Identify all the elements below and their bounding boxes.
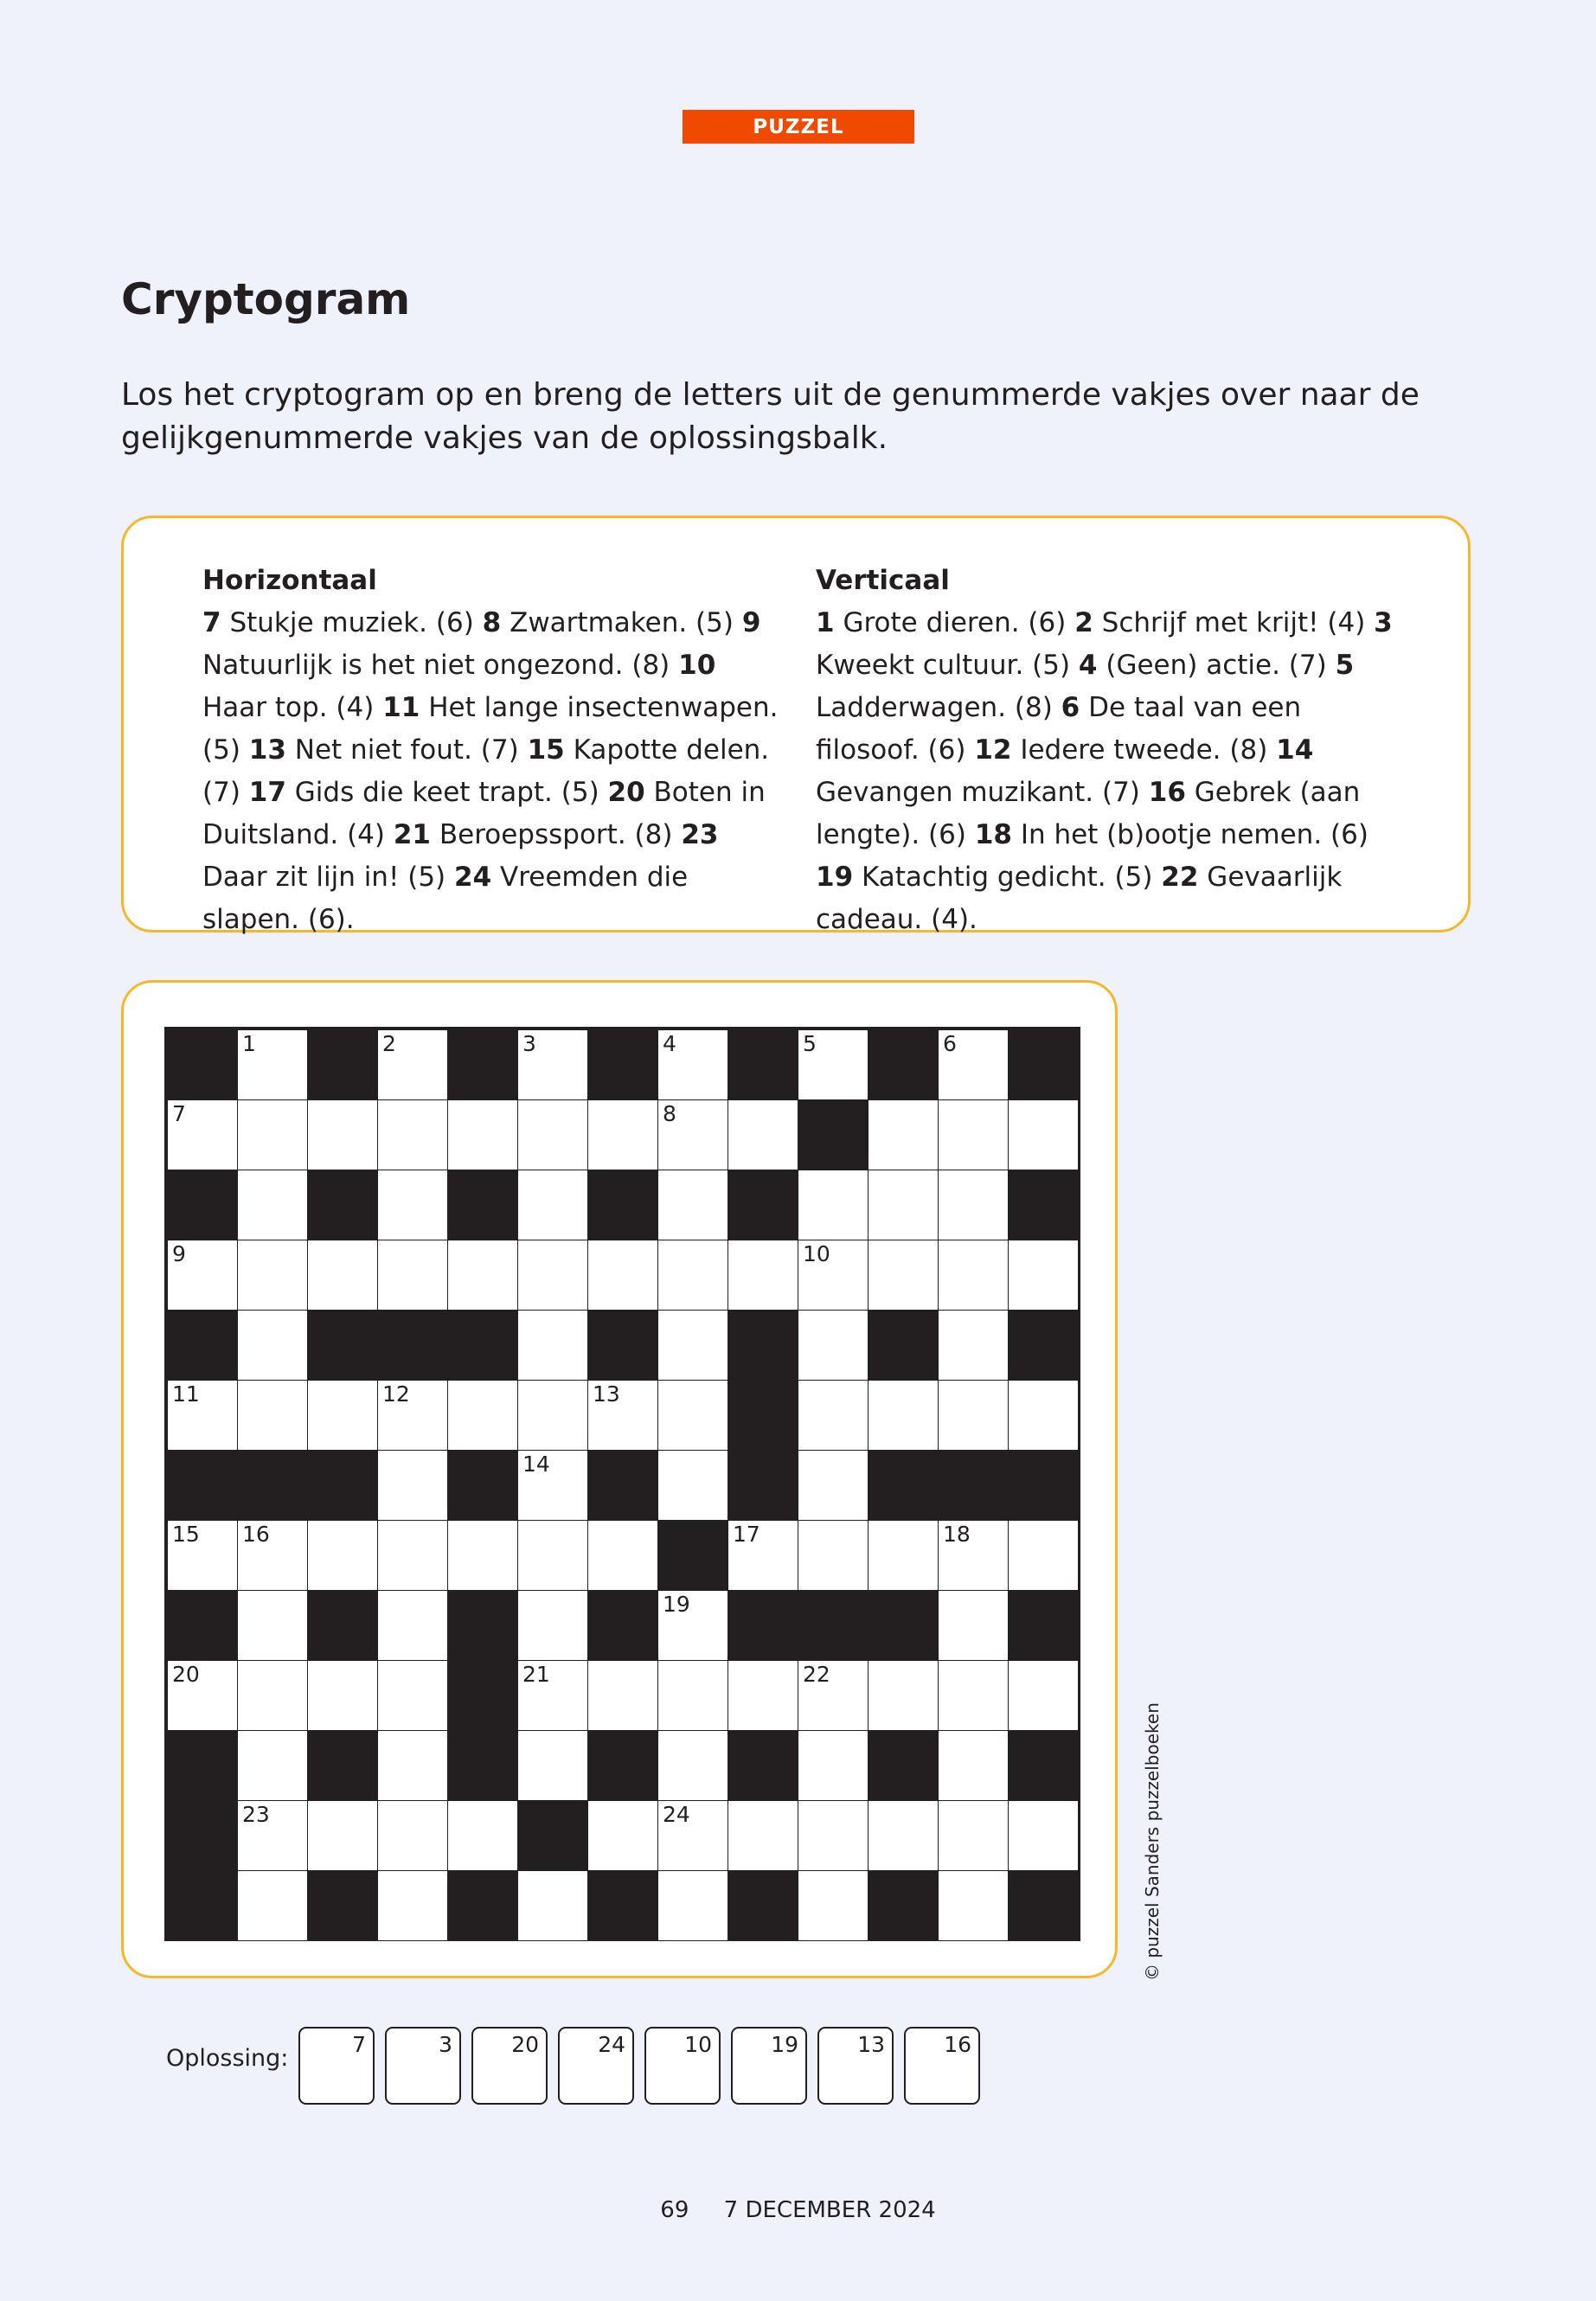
horizontal-heading: Horizontaal bbox=[202, 565, 377, 596]
grid-cell[interactable] bbox=[238, 1311, 307, 1380]
grid-block bbox=[1009, 1030, 1078, 1099]
page-number: 69 bbox=[660, 2197, 689, 2223]
grid-cell[interactable] bbox=[728, 1801, 798, 1870]
clue-text: Daar zit lijn in! (5) bbox=[202, 862, 446, 893]
clue-number: 3 bbox=[1374, 607, 1393, 638]
grid-cell[interactable] bbox=[798, 1451, 868, 1520]
grid-cell[interactable] bbox=[238, 1240, 307, 1310]
grid-cell[interactable] bbox=[798, 1381, 868, 1450]
grid-cell[interactable] bbox=[658, 1451, 727, 1520]
clue-text: De taal van een filosoof. (6) bbox=[816, 692, 1302, 766]
cell-number: 10 bbox=[803, 1241, 830, 1266]
clue-text: Kweekt cultuur. (5) bbox=[816, 650, 1071, 681]
grid-block bbox=[308, 1170, 377, 1240]
issue-date: 7 DECEMBER 2024 bbox=[723, 2197, 936, 2223]
grid-cell[interactable] bbox=[939, 1381, 1008, 1450]
grid-cell[interactable] bbox=[518, 1240, 587, 1310]
grid-cell[interactable] bbox=[308, 1381, 377, 1450]
grid-cell[interactable] bbox=[588, 1801, 657, 1870]
clue-text: (Geen) actie. (7) bbox=[1106, 650, 1327, 681]
grid-block bbox=[448, 1451, 517, 1520]
grid-cell[interactable] bbox=[869, 1381, 938, 1450]
clue-text: Het lange insectenwapen. (5) bbox=[202, 692, 779, 766]
cell-number: 7 bbox=[172, 1101, 186, 1126]
grid-cell[interactable] bbox=[308, 1240, 377, 1310]
grid-cell[interactable] bbox=[658, 1661, 727, 1730]
grid-cell[interactable] bbox=[728, 1661, 798, 1730]
cell-number: 16 bbox=[242, 1522, 270, 1547]
grid-cell[interactable] bbox=[238, 1521, 307, 1590]
cell-number: 4 bbox=[663, 1031, 676, 1056]
grid-block bbox=[448, 1661, 517, 1730]
clue-number: 10 bbox=[678, 650, 716, 681]
grid-cell[interactable] bbox=[588, 1661, 657, 1730]
grid-cell[interactable] bbox=[308, 1521, 377, 1590]
grid-cell[interactable] bbox=[308, 1100, 377, 1170]
cell-number: 24 bbox=[663, 1802, 690, 1827]
grid-cell[interactable] bbox=[308, 1801, 377, 1870]
grid-block bbox=[588, 1170, 657, 1240]
grid-cell[interactable] bbox=[939, 1311, 1008, 1380]
clue-text: Beroepssport. (8) bbox=[439, 819, 673, 850]
clue-text: Gids die keet trapt. (5) bbox=[294, 777, 599, 808]
grid-cell[interactable] bbox=[939, 1240, 1008, 1310]
grid-block bbox=[588, 1731, 657, 1800]
cell-number: 19 bbox=[663, 1592, 690, 1617]
grid-block bbox=[939, 1451, 1008, 1520]
grid-block bbox=[869, 1731, 938, 1800]
grid-cell[interactable] bbox=[798, 1661, 868, 1730]
grid-cell[interactable] bbox=[238, 1801, 307, 1870]
grid-cell[interactable] bbox=[238, 1100, 307, 1170]
grid-cell[interactable] bbox=[238, 1591, 307, 1660]
grid-cell[interactable] bbox=[588, 1521, 657, 1590]
grid-block bbox=[1009, 1451, 1078, 1520]
clue-number: 8 bbox=[482, 607, 502, 638]
vertical-heading: Verticaal bbox=[816, 565, 950, 596]
grid-block bbox=[869, 1030, 938, 1099]
grid-block bbox=[869, 1451, 938, 1520]
grid-cell[interactable] bbox=[378, 1240, 447, 1310]
grid-cell[interactable] bbox=[869, 1170, 938, 1240]
grid-cell[interactable] bbox=[378, 1801, 447, 1870]
grid-cell[interactable] bbox=[658, 1170, 727, 1240]
grid-cell[interactable] bbox=[728, 1521, 798, 1590]
grid-cell[interactable] bbox=[448, 1381, 517, 1450]
clue-text: Gebrek (aan lengte). (6) bbox=[816, 777, 1361, 850]
cell-number: 17 bbox=[733, 1522, 760, 1547]
grid-block bbox=[308, 1731, 377, 1800]
solution-box[interactable] bbox=[904, 2027, 980, 2105]
clue-horizontal-8 bbox=[483, 607, 734, 638]
clue-vertical-18 bbox=[975, 819, 1368, 850]
solution-box[interactable] bbox=[817, 2027, 894, 2105]
clue-text: Kapotte delen. (7) bbox=[202, 734, 770, 808]
cell-number: 1 bbox=[242, 1031, 256, 1056]
clue-vertical-2 bbox=[1074, 607, 1365, 638]
grid-block bbox=[728, 1030, 798, 1099]
grid-cell[interactable] bbox=[518, 1100, 587, 1170]
grid-cell[interactable] bbox=[939, 1801, 1008, 1870]
grid-cell[interactable] bbox=[1009, 1661, 1078, 1730]
clue-number: 23 bbox=[681, 819, 719, 850]
grid-cell[interactable] bbox=[798, 1030, 868, 1099]
grid-cell[interactable] bbox=[378, 1521, 447, 1590]
grid-block bbox=[168, 1871, 237, 1940]
grid-cell[interactable] bbox=[939, 1170, 1008, 1240]
grid-block bbox=[1009, 1731, 1078, 1800]
grid-block bbox=[658, 1521, 727, 1590]
cell-number: 3 bbox=[522, 1031, 536, 1056]
grid-block bbox=[308, 1451, 377, 1520]
grid-cell[interactable] bbox=[658, 1731, 727, 1800]
solution-label: Oplossing: bbox=[166, 2045, 289, 2072]
cell-number: 2 bbox=[382, 1031, 396, 1056]
grid-block bbox=[1009, 1311, 1078, 1380]
clue-number: 19 bbox=[816, 862, 854, 893]
grid-block bbox=[1009, 1591, 1078, 1660]
grid-cell[interactable] bbox=[658, 1801, 727, 1870]
clue-horizontal-13 bbox=[249, 734, 519, 766]
grid-cell[interactable] bbox=[939, 1100, 1008, 1170]
grid-block bbox=[448, 1030, 517, 1099]
clue-number: 9 bbox=[741, 607, 761, 638]
clue-number: 12 bbox=[974, 734, 1012, 766]
grid-cell[interactable] bbox=[378, 1731, 447, 1800]
grid-cell[interactable] bbox=[518, 1030, 587, 1099]
clue-panel bbox=[121, 516, 1471, 933]
solution-box-number: 3 bbox=[439, 2032, 452, 2057]
grid-block bbox=[588, 1591, 657, 1660]
grid-block bbox=[869, 1871, 938, 1940]
grid-cell[interactable] bbox=[728, 1100, 798, 1170]
grid-cell[interactable] bbox=[939, 1661, 1008, 1730]
grid-cell[interactable] bbox=[378, 1591, 447, 1660]
grid-cell[interactable] bbox=[448, 1801, 517, 1870]
clue-number: 24 bbox=[454, 862, 492, 893]
clue-text: Schrijf met krijt! (4) bbox=[1101, 607, 1366, 638]
clue-text: Iedere tweede. (8) bbox=[1020, 734, 1268, 766]
cell-number: 20 bbox=[172, 1662, 200, 1687]
solution-box-number: 20 bbox=[511, 2032, 539, 2057]
grid-cell[interactable] bbox=[658, 1100, 727, 1170]
grid-cell[interactable] bbox=[798, 1731, 868, 1800]
solution-box-number: 19 bbox=[771, 2032, 798, 2057]
clue-text: Haar top. (4) bbox=[202, 692, 375, 723]
grid-cell[interactable] bbox=[238, 1170, 307, 1240]
clue-text: Zwartmaken. (5) bbox=[510, 607, 734, 638]
cell-number: 13 bbox=[593, 1381, 620, 1407]
grid-cell[interactable] bbox=[518, 1311, 587, 1380]
puzzle-credit: © puzzel Sanders puzzelboeken bbox=[1142, 1702, 1163, 1981]
grid-cell[interactable] bbox=[168, 1100, 237, 1170]
cell-number: 22 bbox=[803, 1662, 830, 1687]
grid-cell[interactable] bbox=[238, 1731, 307, 1800]
grid-block bbox=[728, 1451, 798, 1520]
cell-number: 15 bbox=[172, 1522, 200, 1547]
horizontal-clues bbox=[202, 560, 784, 941]
clue-vertical-4 bbox=[1079, 650, 1327, 681]
grid-cell[interactable] bbox=[518, 1591, 587, 1660]
grid-cell[interactable] bbox=[658, 1240, 727, 1310]
cell-number: 8 bbox=[663, 1101, 676, 1126]
cell-number: 11 bbox=[172, 1381, 200, 1407]
solution-box[interactable] bbox=[471, 2027, 548, 2105]
solution-box-number: 24 bbox=[598, 2032, 625, 2057]
grid-block bbox=[378, 1311, 447, 1380]
clue-number: 21 bbox=[393, 819, 431, 850]
grid-cell[interactable] bbox=[308, 1661, 377, 1730]
solution-box-number: 13 bbox=[857, 2032, 885, 2057]
grid-cell[interactable] bbox=[238, 1871, 307, 1940]
clue-number: 6 bbox=[1061, 692, 1080, 723]
grid-cell[interactable] bbox=[658, 1311, 727, 1380]
grid-cell[interactable] bbox=[658, 1591, 727, 1660]
clue-vertical-12 bbox=[974, 734, 1267, 766]
clue-number: 15 bbox=[527, 734, 565, 766]
grid-cell[interactable] bbox=[939, 1521, 1008, 1590]
cell-number: 23 bbox=[242, 1802, 270, 1827]
clue-vertical-1 bbox=[816, 607, 1066, 638]
grid-cell[interactable] bbox=[518, 1731, 587, 1800]
grid-cell[interactable] bbox=[518, 1661, 587, 1730]
grid-block bbox=[238, 1451, 307, 1520]
grid-cell[interactable] bbox=[378, 1451, 447, 1520]
cell-number: 6 bbox=[943, 1031, 957, 1056]
clue-text: Gevaarlijk cadeau. (4). bbox=[816, 862, 1343, 935]
grid-cell[interactable] bbox=[1009, 1521, 1078, 1590]
grid-cell[interactable] bbox=[378, 1030, 447, 1099]
grid-cell[interactable] bbox=[798, 1311, 868, 1380]
clue-text: Stukje muziek. (6) bbox=[229, 607, 474, 638]
clue-number: 17 bbox=[248, 777, 286, 808]
grid-cell[interactable] bbox=[939, 1591, 1008, 1660]
grid-block bbox=[728, 1731, 798, 1800]
grid-cell[interactable] bbox=[798, 1170, 868, 1240]
grid-block bbox=[728, 1311, 798, 1380]
solution-box[interactable] bbox=[558, 2027, 634, 2105]
clue-number: 4 bbox=[1078, 650, 1098, 681]
grid-cell[interactable] bbox=[168, 1661, 237, 1730]
grid-cell[interactable] bbox=[1009, 1240, 1078, 1310]
grid-cell[interactable] bbox=[1009, 1381, 1078, 1450]
grid-cell[interactable] bbox=[588, 1240, 657, 1310]
clue-number: 5 bbox=[1335, 650, 1355, 681]
clue-number: 1 bbox=[816, 607, 835, 638]
grid-cell[interactable] bbox=[168, 1521, 237, 1590]
grid-cell[interactable] bbox=[518, 1170, 587, 1240]
solution-box[interactable] bbox=[644, 2027, 721, 2105]
grid-block bbox=[168, 1170, 237, 1240]
grid-cell[interactable] bbox=[588, 1100, 657, 1170]
grid-block bbox=[448, 1591, 517, 1660]
grid-block bbox=[869, 1591, 938, 1660]
grid-block bbox=[1009, 1170, 1078, 1240]
grid-block bbox=[728, 1170, 798, 1240]
grid-block bbox=[728, 1871, 798, 1940]
grid-block bbox=[728, 1381, 798, 1450]
grid-cell[interactable] bbox=[238, 1030, 307, 1099]
grid-block bbox=[448, 1871, 517, 1940]
grid-cell[interactable] bbox=[378, 1170, 447, 1240]
solution-box[interactable] bbox=[731, 2027, 807, 2105]
clue-horizontal-21 bbox=[394, 819, 673, 850]
clue-number: 2 bbox=[1074, 607, 1093, 638]
grid-cell[interactable] bbox=[658, 1381, 727, 1450]
grid-cell[interactable] bbox=[658, 1871, 727, 1940]
grid-block bbox=[448, 1311, 517, 1380]
grid-block bbox=[588, 1311, 657, 1380]
grid-cell[interactable] bbox=[518, 1451, 587, 1520]
clue-text: Vreemden die slapen. (6). bbox=[202, 862, 689, 935]
grid-block bbox=[168, 1591, 237, 1660]
clue-number: 13 bbox=[248, 734, 286, 766]
clue-text: Gevangen muzikant. (7) bbox=[816, 777, 1140, 808]
grid-cell[interactable] bbox=[238, 1381, 307, 1450]
grid-block bbox=[588, 1030, 657, 1099]
solution-box-number: 7 bbox=[352, 2032, 366, 2057]
page-footer bbox=[0, 2197, 1596, 2223]
clue-horizontal-17 bbox=[249, 777, 599, 808]
grid-cell[interactable] bbox=[728, 1240, 798, 1310]
cell-number: 18 bbox=[943, 1522, 971, 1547]
grid-cell[interactable] bbox=[798, 1801, 868, 1870]
grid-cell[interactable] bbox=[798, 1521, 868, 1590]
cell-number: 12 bbox=[382, 1381, 410, 1407]
clue-number: 16 bbox=[1148, 777, 1186, 808]
grid-block bbox=[798, 1591, 868, 1660]
vertical-clues bbox=[816, 560, 1397, 941]
horizontal-clue-list bbox=[202, 602, 784, 941]
grid-block bbox=[728, 1591, 798, 1660]
grid-cell[interactable] bbox=[1009, 1801, 1078, 1870]
grid-cell[interactable] bbox=[168, 1381, 237, 1450]
grid-cell[interactable] bbox=[518, 1521, 587, 1590]
grid-cell[interactable] bbox=[939, 1871, 1008, 1940]
clue-horizontal-7 bbox=[202, 607, 474, 638]
grid-block bbox=[308, 1871, 377, 1940]
grid-cell[interactable] bbox=[448, 1240, 517, 1310]
grid-block bbox=[168, 1731, 237, 1800]
grid-block bbox=[1009, 1871, 1078, 1940]
grid-cell[interactable] bbox=[518, 1871, 587, 1940]
grid-block bbox=[518, 1801, 587, 1870]
cell-number: 21 bbox=[522, 1662, 550, 1687]
grid-block bbox=[588, 1871, 657, 1940]
grid-block bbox=[308, 1030, 377, 1099]
intro-text: Los het cryptogram op en breng de letters uit de genummerde vakjes over naar de gelijkgenummerde vakjes van de oplossingsbalk. bbox=[121, 377, 1420, 456]
grid-cell[interactable] bbox=[168, 1240, 237, 1310]
grid-block bbox=[168, 1451, 237, 1520]
page-title: Cryptogram bbox=[121, 274, 411, 324]
cell-number: 14 bbox=[522, 1452, 550, 1477]
grid-cell[interactable] bbox=[798, 1871, 868, 1940]
vertical-clue-list bbox=[816, 602, 1397, 941]
grid-block bbox=[168, 1311, 237, 1380]
grid-block bbox=[869, 1311, 938, 1380]
clue-number: 18 bbox=[974, 819, 1012, 850]
crossword-grid bbox=[164, 1027, 1080, 1941]
solution-box[interactable] bbox=[298, 2027, 375, 2105]
cell-number: 5 bbox=[803, 1031, 817, 1056]
grid-block bbox=[448, 1170, 517, 1240]
clue-number: 20 bbox=[607, 777, 645, 808]
grid-cell[interactable] bbox=[658, 1030, 727, 1099]
clue-text: Grote dieren. (6) bbox=[843, 607, 1067, 638]
grid-block bbox=[168, 1801, 237, 1870]
clue-text: Boten in Duitsland. (4) bbox=[202, 777, 766, 850]
clue-number: 22 bbox=[1161, 862, 1199, 893]
grid-cell[interactable] bbox=[869, 1661, 938, 1730]
solution-box[interactable] bbox=[385, 2027, 461, 2105]
clue-text: Natuurlijk is het niet ongezond. (8) bbox=[202, 650, 670, 681]
grid-cell[interactable] bbox=[798, 1240, 868, 1310]
grid-cell[interactable] bbox=[378, 1661, 447, 1730]
clue-text: In het (b)ootje nemen. (6) bbox=[1020, 819, 1368, 850]
grid-block bbox=[448, 1731, 517, 1800]
grid-block bbox=[308, 1311, 377, 1380]
grid-cell[interactable] bbox=[939, 1030, 1008, 1099]
grid-cell[interactable] bbox=[518, 1381, 587, 1450]
grid-block bbox=[308, 1591, 377, 1660]
clue-number: 14 bbox=[1276, 734, 1314, 766]
grid-block bbox=[588, 1451, 657, 1520]
grid-cell[interactable] bbox=[869, 1521, 938, 1590]
grid-cell[interactable] bbox=[378, 1100, 447, 1170]
grid-cell[interactable] bbox=[378, 1871, 447, 1940]
solution-bar bbox=[298, 2027, 980, 2105]
section-tag: PUZZEL bbox=[683, 110, 914, 144]
grid-cell[interactable] bbox=[1009, 1100, 1078, 1170]
grid-cell[interactable] bbox=[869, 1240, 938, 1310]
solution-box-number: 10 bbox=[684, 2032, 712, 2057]
grid-block bbox=[798, 1100, 868, 1170]
clue-text: Net niet fout. (7) bbox=[294, 734, 519, 766]
grid-cell[interactable] bbox=[378, 1381, 447, 1450]
grid-block bbox=[168, 1030, 237, 1099]
grid-cell[interactable] bbox=[869, 1100, 938, 1170]
clue-vertical-19 bbox=[816, 862, 1152, 893]
clue-number: 11 bbox=[382, 692, 420, 723]
grid-cell[interactable] bbox=[939, 1731, 1008, 1800]
grid-cell[interactable] bbox=[448, 1521, 517, 1590]
clue-text: Katachtig gedicht. (5) bbox=[862, 862, 1153, 893]
grid-cell[interactable] bbox=[869, 1801, 938, 1870]
clue-number: 7 bbox=[202, 607, 221, 638]
grid-cell[interactable] bbox=[448, 1100, 517, 1170]
cell-number: 9 bbox=[172, 1241, 186, 1266]
clue-text: Ladderwagen. (8) bbox=[816, 692, 1053, 723]
solution-box-number: 16 bbox=[944, 2032, 971, 2057]
grid-cell[interactable] bbox=[588, 1381, 657, 1450]
grid-cell[interactable] bbox=[238, 1661, 307, 1730]
